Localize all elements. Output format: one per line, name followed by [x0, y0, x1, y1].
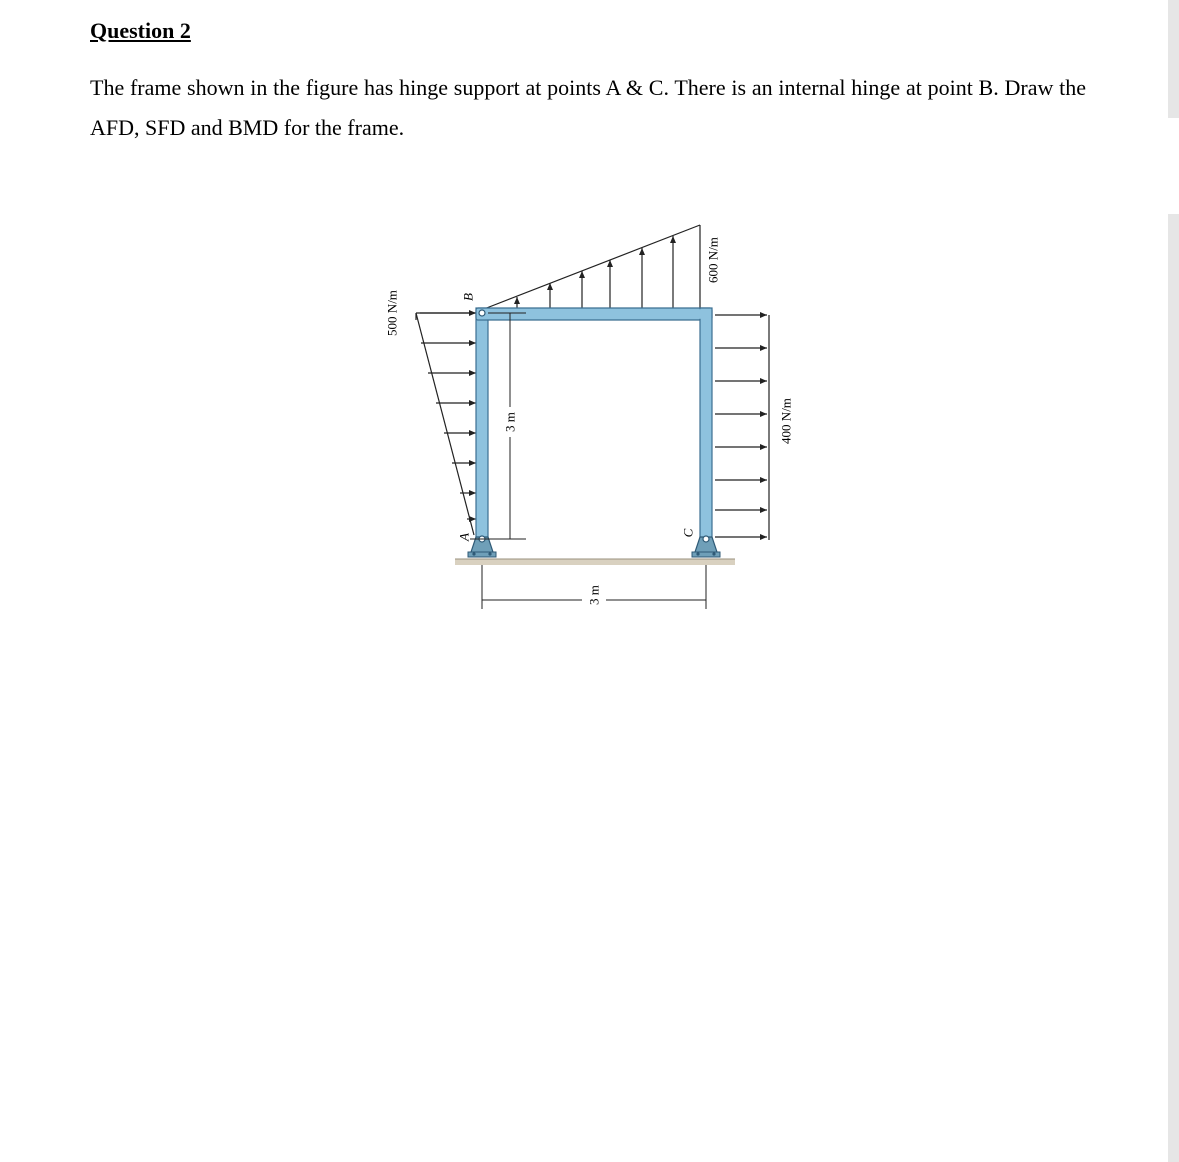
hinge-b	[479, 310, 485, 316]
left-load-label: 500 N/m	[384, 290, 400, 336]
question-text: The frame shown in the figure has hinge support at points A & C. There is an internal hinge at point B. Draw the AFD, SFD and BMD for the frame.	[90, 75, 1086, 140]
point-b-label: B	[460, 293, 476, 301]
right-load-label: 400 N/m	[778, 398, 794, 444]
question-title: Question 2	[90, 18, 191, 43]
height-dim-label: 3 m	[502, 412, 518, 432]
point-c-label: C	[680, 528, 696, 538]
top-load-label: 600 N/m	[705, 237, 721, 283]
right-distributed-load	[715, 315, 769, 540]
frame-figure	[370, 215, 794, 615]
page-edge-shadow-lower	[1168, 214, 1179, 1162]
ground-strip	[455, 559, 735, 565]
point-a-label: A	[456, 533, 472, 541]
support-c	[692, 536, 720, 557]
left-column	[476, 308, 488, 540]
right-column	[700, 308, 712, 540]
top-distributed-load	[484, 225, 700, 309]
page-edge-gap	[1168, 118, 1179, 214]
width-dim-label: 3 m	[586, 585, 602, 605]
page-edge-shadow	[1168, 0, 1179, 118]
left-distributed-load	[416, 313, 480, 535]
